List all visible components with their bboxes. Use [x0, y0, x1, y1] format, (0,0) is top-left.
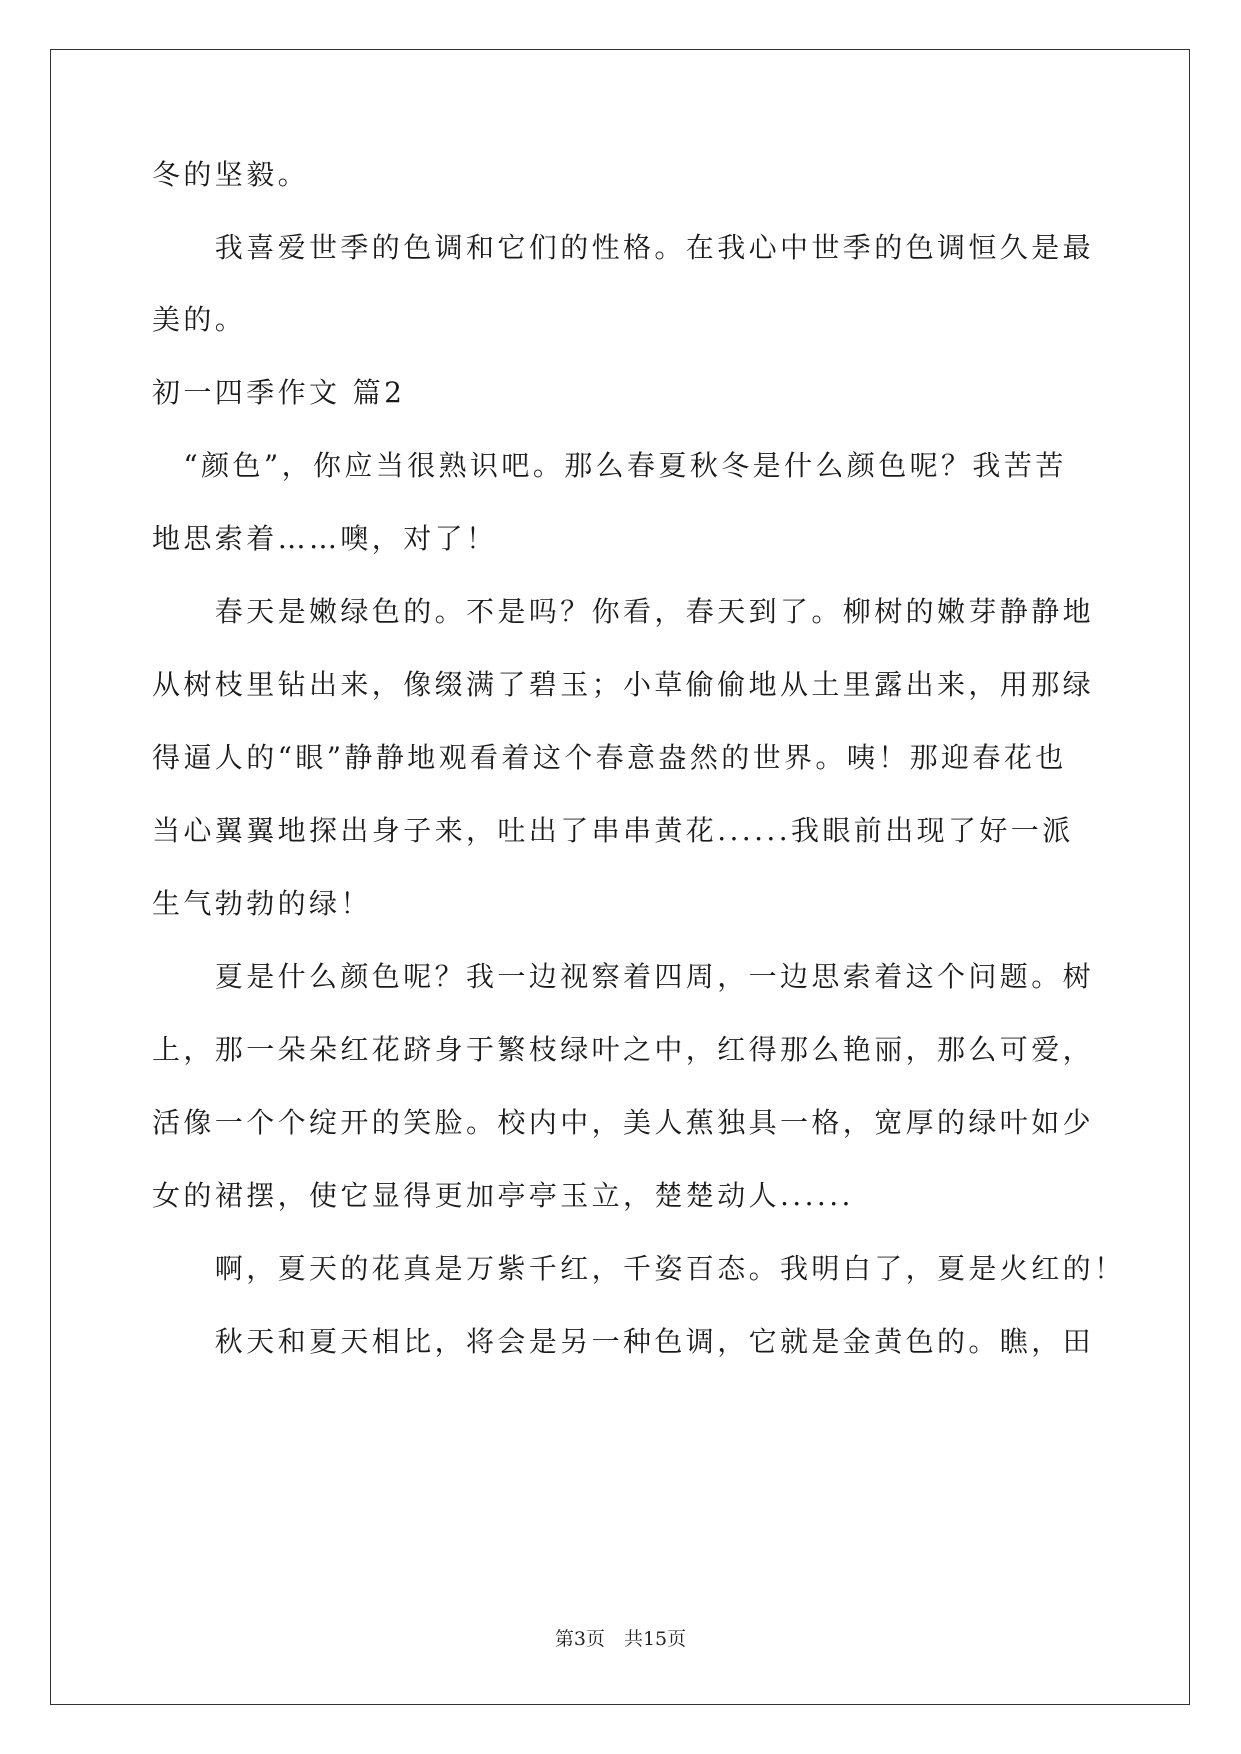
- text-line: 夏是什么颜色呢？我一边视察着四周，一边思索着这个问题。树: [152, 960, 1095, 993]
- text-line: 生气勃勃的绿！: [152, 887, 372, 920]
- text-line: 上，那一朵朵红花跻身于繁枝绿叶之中，红得那么艳丽，那么可爱，: [152, 1033, 1095, 1066]
- text-line: 当心翼翼地探出身子来，吐出了串串黄花......我眼前出现了好一派: [152, 814, 1074, 847]
- text-line: 啊，夏天的花真是万紫千红，千姿百态。我明白了，夏是火红的！: [152, 1252, 1126, 1285]
- text-line: 美的。: [152, 303, 247, 336]
- text-line: 我喜爱世季的色调和它们的性格。在我心中世季的色调恒久是最: [152, 231, 1095, 264]
- text-line: “颜色”，你应当很熟识吧。那么春夏秋冬是什么颜色呢？我苦苦: [152, 449, 1067, 482]
- text-line: 春天是嫩绿色的。不是吗？你看，春天到了。柳树的嫩芽静静地: [152, 595, 1095, 628]
- text-line: 地思索着……噢，对了！: [152, 522, 498, 555]
- text-line: 得逼人的“眼”静静地观看着这个春意盎然的世界。咦！那迎春花也: [152, 741, 1067, 774]
- text-line: 活像一个个绽开的笑脸。校内中，美人蕉独具一格，宽厚的绿叶如少: [152, 1106, 1095, 1139]
- text-line: 冬的坚毅。: [152, 158, 310, 191]
- text-line: 女的裙摆，使它显得更加亭亭玉立，楚楚动人......: [152, 1179, 854, 1212]
- text-line: 秋天和夏天相比，将会是另一种色调，它就是金黄色的。瞧，田: [152, 1325, 1095, 1358]
- page-border: [50, 49, 1190, 1705]
- section-heading: 初一四季作文 篇2: [152, 376, 406, 409]
- page-number-footer: 第3页 共15页: [554, 1628, 687, 1650]
- text-line: 从树枝里钻出来，像缀满了碧玉；小草偷偷地从土里露出来，用那绿: [152, 668, 1095, 701]
